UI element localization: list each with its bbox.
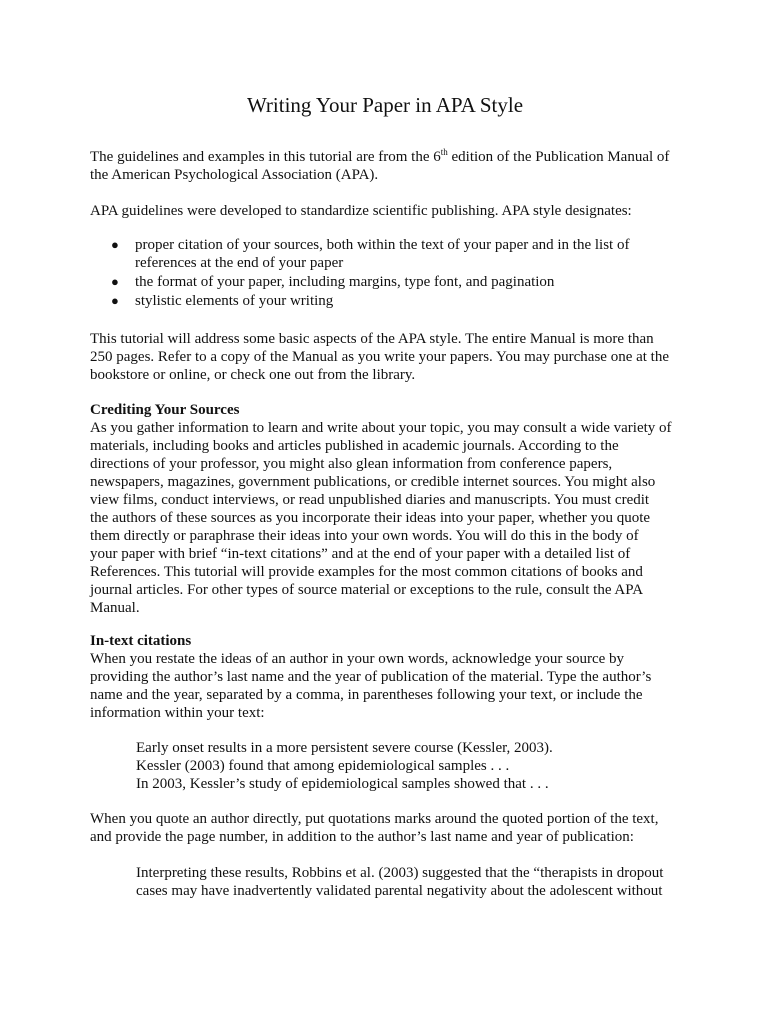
example-line: Kessler (2003) found that among epidemiological samples . . . [136, 758, 510, 774]
list-item [111, 273, 629, 291]
example-line: In 2003, Kessler’s study of epidemiological samples showed that . . . [136, 776, 549, 792]
tutorial-paragraph [90, 330, 690, 384]
paragraph-line: view films, conduct interviews, or read unpublished diaries and manuscripts. You must credit [90, 492, 650, 508]
paragraph-line: materials, including books and articles published in academic journals. According to the [90, 438, 619, 454]
section-heading-intext: In-text citations [90, 633, 192, 649]
intext-section [90, 632, 690, 722]
list-item-line: references at the end of your paper [135, 255, 344, 271]
paragraph-line: and provide the page number, in addition to the author’s last name and year of publication: [90, 829, 634, 845]
edition-superscript: th [440, 147, 448, 157]
designates-list [111, 236, 629, 311]
paragraph-line: Manual. [90, 600, 140, 616]
list-item-line: proper citation of your sources, both within the text of your paper and in the list of [135, 237, 630, 253]
list-item [111, 236, 629, 272]
example-line: Interpreting these results, Robbins et al. (2003) suggested that the “therapists in dropout [136, 865, 664, 881]
page-title: Writing Your Paper in APA Style [246, 93, 524, 117]
paragraph-line: newspapers, magazines, government publications, or credible internet sources. You might also [90, 474, 656, 490]
paragraph-line: When you quote an author directly, put quotations marks around the quoted portion of the text, [90, 811, 659, 827]
crediting-section [90, 401, 690, 617]
paragraph-line: 250 pages. Refer to a copy of the Manual as you write your papers. You may purchase one at the [90, 349, 670, 365]
paragraph-line: journal articles. For other types of source material or exceptions to the rule, consult the APA [90, 582, 644, 598]
bullet-icon: ● [111, 237, 119, 252]
list-item-line: stylistic elements of your writing [135, 293, 334, 309]
example-line: cases may have inadvertently validated parental negativity about the adolescent without [136, 883, 663, 899]
guidelines-paragraph [90, 202, 690, 220]
intro-paragraph [90, 148, 690, 184]
paragraph-line: References. This tutorial will provide examples for the most common citations of books and [90, 564, 643, 580]
paragraph-line: the authors of these sources as you incorporate their ideas into your paper, whether you quote [90, 510, 651, 526]
intro-line-2: the American Psychological Association (APA). [90, 167, 379, 183]
paragraph-line: providing the author’s last name and the year of publication of the material. Type the author’s [90, 669, 652, 685]
example-line: Early onset results in a more persistent severe course (Kessler, 2003). [136, 740, 553, 756]
intro-text-pre: The guidelines and examples in this tutorial are from the 6 [90, 149, 441, 165]
list-item [111, 292, 629, 310]
guidelines-line: APA guidelines were developed to standardize scientific publishing. APA style designates: [90, 203, 632, 219]
list-item-line: the format of your paper, including margins, type font, and pagination [135, 274, 555, 290]
intro-line-1 [90, 148, 690, 166]
bullet-icon: ● [111, 274, 119, 289]
intro-text-post: edition of the Publication Manual of [447, 149, 670, 165]
paragraph-line: When you restate the ideas of an author in your own words, acknowledge your source by [90, 651, 625, 667]
paragraph-line: your paper with brief “in-text citations” and at the end of your paper with a detailed list of [90, 546, 631, 562]
paragraph-line: them directly or paraphrase their ideas into your own words. You will do this in the body of [90, 528, 639, 544]
bullet-icon: ● [111, 293, 119, 308]
citation-examples [136, 739, 736, 793]
paragraph-line: bookstore or online, or check one out from the library. [90, 367, 416, 383]
paragraph-line: As you gather information to learn and write about your topic, you may consult a wide variety of [90, 420, 672, 436]
paragraph-line: name and the year, separated by a comma, in parentheses following your text, or include the [90, 687, 643, 703]
paragraph-line: directions of your professor, you might also glean information from conference papers, [90, 456, 613, 472]
paragraph-line: This tutorial will address some basic aspects of the APA style. The entire Manual is more than [90, 331, 654, 347]
section-heading-crediting: Crediting Your Sources [90, 402, 240, 418]
paragraph-line: information within your text: [90, 705, 265, 721]
quote-example [136, 864, 736, 900]
quote-paragraph [90, 810, 690, 846]
